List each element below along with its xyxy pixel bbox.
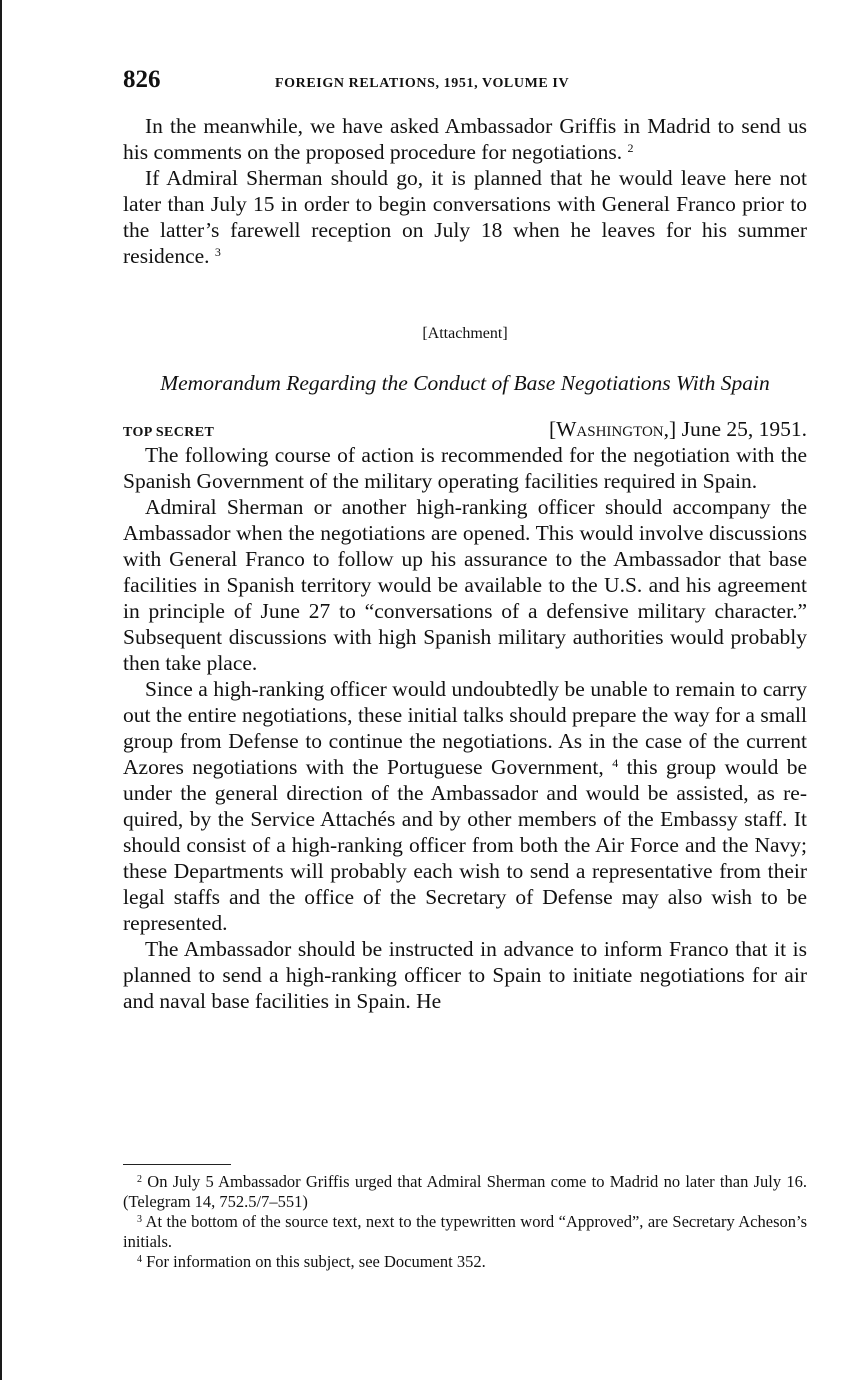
place-and-date (549, 416, 807, 442)
paragraph-2-text: If Admiral Sherman should go, it is planned that he would leave here not later than July 15 in order to begin conversations with General Franco prior to the latter’s farewell reception on July 18 when he leaves for his summer residence. (123, 166, 807, 268)
footnote-ref-3: 3 (214, 245, 221, 259)
footnote-3 (123, 1212, 807, 1252)
footnote-2 (123, 1172, 807, 1212)
footnote-3-text: At the bottom of the source text, next to the typewritten word “Approved”, are Secretary Acheson’s initials. (123, 1212, 808, 1251)
classification-marking: TOP SECRET (123, 425, 215, 440)
paragraph-1 (123, 113, 807, 165)
paragraph-2 (123, 165, 807, 269)
footnote-ref-2: 2 (627, 141, 634, 155)
paragraph-1-text: In the meanwhile, we have asked Ambassador Griffis in Madrid to send us his comments on the proposed procedure for negotiations. (123, 114, 807, 164)
place-name: Washington (556, 417, 664, 441)
footnote-ref-4: 4 (612, 756, 619, 770)
footnote-marker-4: 4 (137, 1254, 142, 1265)
memo-date: June 25, 1951. (676, 417, 807, 441)
paragraph-5-text-b: this group would be under the general direction of the Ambassador and would be assisted, as required, by the Service Attachés and by other members of the Embassy staff. It should consist of a high-ranking officer from both the Air Force and the Navy; these Departments will probably each wish to send a representative from their legal staffs and the office of the Secretary of Defense may also wish to be represented. (123, 755, 807, 935)
footnote-marker-3: 3 (137, 1214, 142, 1225)
footnote-4 (123, 1252, 807, 1272)
footnotes (123, 1172, 807, 1272)
place-bracket-close: ,] (663, 417, 677, 441)
footnote-4-text: For information on this subject, see Document 352. (146, 1252, 486, 1271)
page-edge-rule (0, 0, 2, 1380)
place-bracket-open: [ (548, 417, 557, 441)
page-header (123, 66, 807, 102)
attachment-label: [Attachment] (422, 325, 508, 342)
paragraph-4: Admiral Sherman or another high-ranking officer should accompany the Ambassador when the negotiations are opened. This would involve discussions with General Franco to follow up his assurance to the Ambassador that base facilities in Spanish territory would be available to the U.S. and his agreement in principle of June 27 to “conversations of a defensive military character.” Subsequent discussions with high Spanish military authorities would probably then take place. (123, 495, 807, 675)
paragraph-5-text-a: Since a high-ranking officer would undoubtedly be unable to remain to carry out the entire negotiations, these initial talks should prepare the way for a small group from Defense to continue the negotiations. As in the case of the current Azores negotiations with the Portuguese Government, (123, 677, 807, 779)
body-text (123, 113, 807, 1014)
running-head: FOREIGN RELATIONS, 1951, VOLUME IV (275, 76, 570, 91)
footnote-marker-2: 2 (137, 1174, 142, 1185)
paragraph-6: The Ambassador should be instructed in advance to inform Franco that it is planned to send a high-ranking officer to Spain to initiate negotiations for air and naval base facilities in Spain. He (123, 937, 807, 1013)
page-number: 826 (123, 66, 161, 93)
paragraph-5 (123, 676, 807, 936)
paragraph-3: The following course of action is recommended for the negotiation with the Spanish Government of the military operating facilities required in Spain. (123, 443, 807, 493)
footnote-rule (123, 1164, 231, 1165)
dateline (123, 416, 807, 442)
footnote-2-text: On July 5 Ambassador Griffis urged that Admiral Sherman come to Madrid no later than July 16. (Telegram 14, 752.5/7–551) (123, 1172, 808, 1211)
memo-title: Memorandum Regarding the Conduct of Base Negotiations With Spain (160, 371, 770, 395)
